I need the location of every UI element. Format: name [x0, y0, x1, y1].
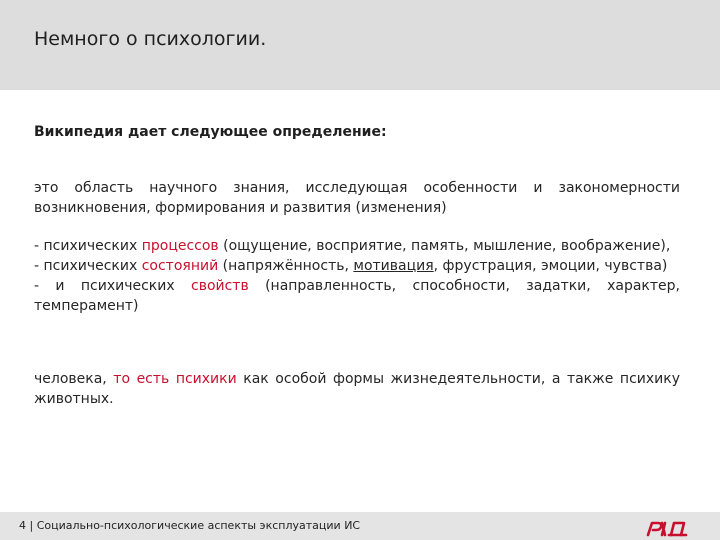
item-suffix: , фрустрация, эмоции, чувства) [433, 258, 668, 274]
definition-intro: это область научного знания, исследующая особенности и закономерности возникновения, формирования и развития (изменения) [34, 180, 680, 216]
definition-closing [34, 369, 680, 409]
rzd-logo-icon [645, 514, 691, 538]
closing-suffix: как особой формы жизнедеятельности, а также психику животных. [34, 371, 680, 407]
slide-title: Немного о психологии. [34, 28, 267, 50]
list-item-properties [34, 276, 680, 316]
item-mid: (напряжённость, [218, 258, 354, 274]
item-suffix: (ощущение, восприятие, память, мышление, воображение), [218, 238, 671, 254]
definition-list [34, 236, 680, 316]
list-item-states [34, 256, 680, 276]
item-prefix: - психических [34, 258, 142, 274]
closing-highlight: то есть психики [113, 371, 237, 387]
closing-prefix: человека, [34, 371, 114, 387]
term-processes: процессов [141, 238, 219, 254]
footer-caption: 4 | Социально-психологические аспекты эксплуатации ИС [19, 519, 361, 532]
definition-subheading: Википедия дает следующее определение: [34, 124, 387, 140]
list-item-processes [34, 236, 680, 256]
item-prefix: - психических [34, 238, 142, 254]
term-states: состояний [141, 258, 219, 274]
item-suffix: (направленность, способности, задатки, характер, темперамент) [34, 278, 680, 314]
item-prefix: - и психических [34, 278, 191, 294]
link-motivation[interactable]: мотивация [353, 258, 434, 274]
term-properties: свойств [191, 278, 249, 294]
